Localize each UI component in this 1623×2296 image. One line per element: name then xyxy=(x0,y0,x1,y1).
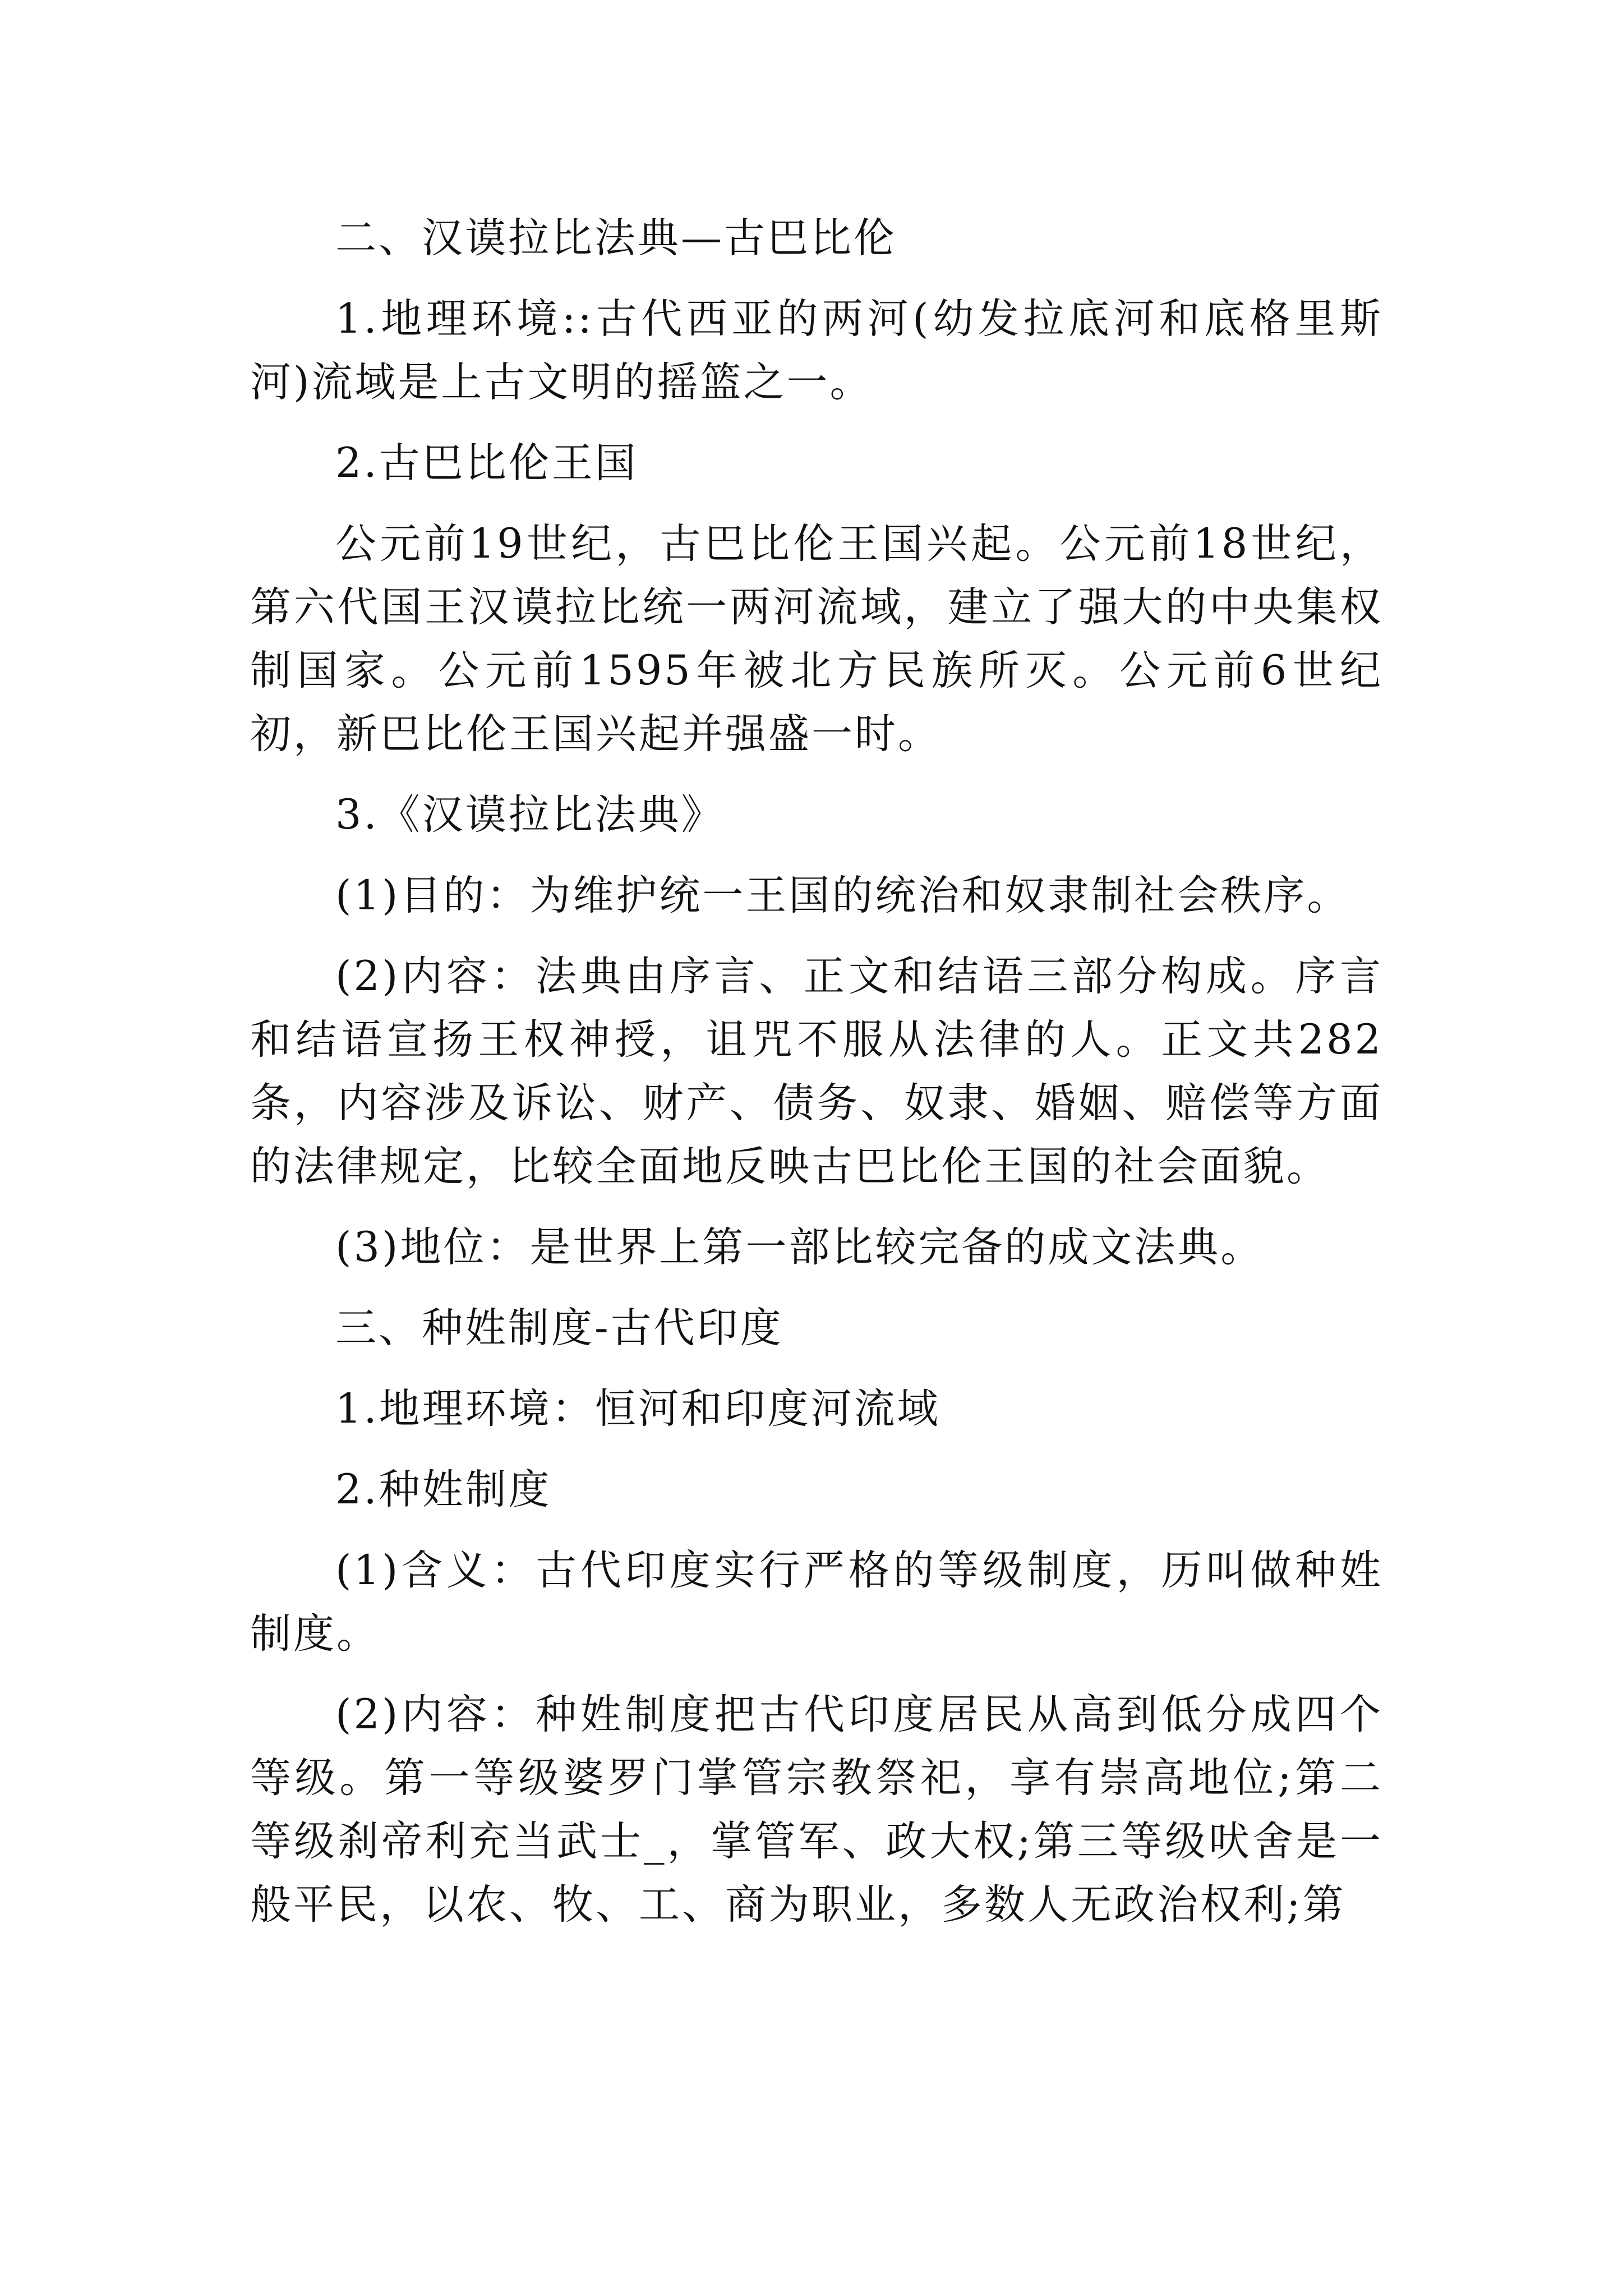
subheading-code-of-hammurabi: 3.《汉谟拉比法典》 xyxy=(335,791,725,839)
section-heading-hammurabi: 二、汉谟拉比法典—古巴比伦 xyxy=(335,214,897,262)
paragraph-caste-meaning: (1)含义：古代印度实行严格的等级制度，历叫做种姓制度。 xyxy=(250,1547,1383,1658)
paragraph-caste-content: (2)内容：种姓制度把古代印度居民从高到低分成四个等级。第一等级婆罗门掌管宗教祭祀，享有崇高地位;第二等级刹帝利充当武士_，掌管军、政大权;第三等级吠舍是一般平民，以农、牧、工、商为职业，多数人无政治权利;第 xyxy=(250,1691,1383,1929)
paragraph-code-purpose: (1)目的：为维护统一王国的统治和奴隶制社会秩序。 xyxy=(335,872,1350,919)
subheading-babylon-kingdom: 2.古巴比伦王国 xyxy=(335,439,638,487)
subheading-caste-system: 2.种姓制度 xyxy=(335,1466,552,1513)
paragraph-code-content: (2)内容：法典由序言、正文和结语三部分构成。序言和结语宣扬王权神授，诅咒不服从法律的人。正文共282条，内容涉及诉讼、财产、债务、奴隶、婚姻、赔偿等方面的法律规定，比较全面地反映古巴比伦王国的社会面貌。 xyxy=(250,953,1383,1190)
paragraph-geography-babylon: 1.地理环境::古代西亚的两河(幼发拉底河和底格里斯河)流域是上古文明的摇篮之一。 xyxy=(250,295,1383,406)
paragraph-geography-india: 1.地理环境：恒河和印度河流域 xyxy=(335,1385,940,1433)
document-body xyxy=(250,206,1383,1954)
section-heading-caste-system: 三、种姓制度-古代印度 xyxy=(335,1304,783,1352)
paragraph-babylon-history: 公元前19世纪，古巴比伦王国兴起。公元前18世纪，第六代国王汉谟拉比统一两河流域，建立了强大的中央集权制国家。公元前1595年被北方民族所灭。公元前6世纪初，新巴比伦王国兴起并强盛一时。 xyxy=(250,520,1383,758)
paragraph-code-status: (3)地位：是世界上第一部比较完备的成文法典。 xyxy=(335,1223,1264,1271)
